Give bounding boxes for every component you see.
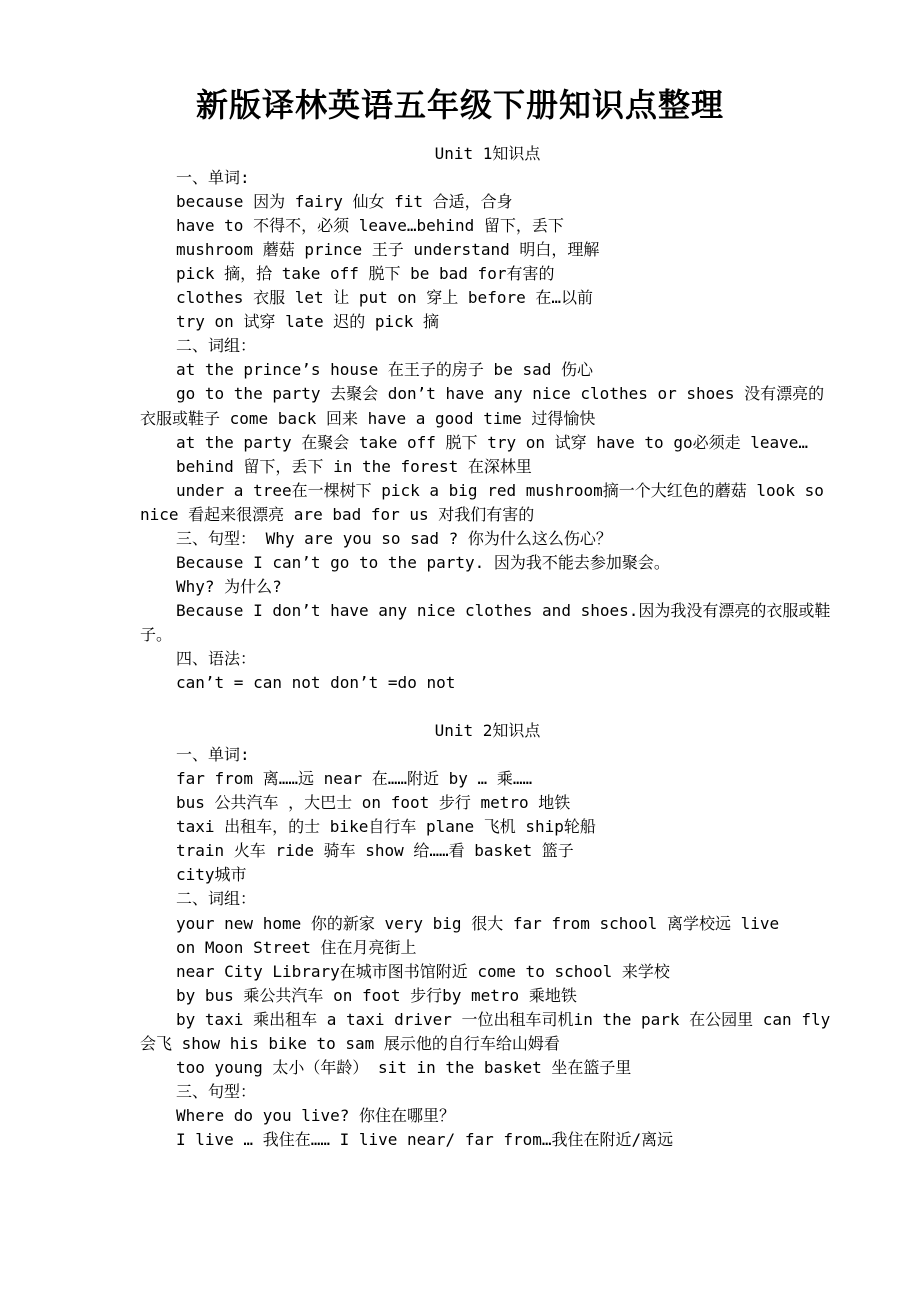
unit-1-heading: Unit 1知识点 [434, 144, 541, 163]
unit-1-vocab-line: mushroom 蘑菇 prince 王子 understand 明白，理解 [176, 240, 600, 260]
unit-1-phrase-line: behind 留下，丢下 in the forest 在深林里 [176, 456, 532, 476]
document-title: 新版译林英语五年级下册知识点整理 [195, 86, 724, 124]
unit-2-pattern-heading: 三、句型： [176, 1081, 257, 1101]
unit-1-grammar-heading: 四、语法： [176, 648, 257, 668]
unit-1-phrase-line: under a tree在一棵树下 pick a big red mushroom摘一个大红色的蘑菇 look so nice 看起来很漂亮 are bad for us 对我们有害的 [140, 480, 824, 524]
unit-2-vocab-line: taxi 出租车，的士 bike自行车 plane 飞机 ship轮船 [176, 817, 596, 837]
unit-1-vocab-line: clothes 衣服 let 让 put on 穿上 before 在…以前 [176, 288, 593, 308]
unit-2-pattern-line: Where do you live? 你住在哪里？ [176, 1105, 456, 1125]
unit-1-pattern-line: Why? 为什么? [176, 576, 282, 596]
unit-1-pattern-line: Because I don’t have any nice clothes and shoes.因为我没有漂亮的衣服或鞋子。 [140, 600, 831, 644]
unit-2-vocab-line: far from 离……远 near 在……附近 by … 乘…… [176, 769, 533, 789]
unit-2-phrase-line: too young 太小（年龄） sit in the basket 坐在篮子里 [176, 1057, 632, 1077]
unit-2-phrase-line: by taxi 乘出租车 a taxi driver 一位出租车司机in the park 在公园里 can fly 会飞 show his bike to sam 展示他的自行车给山姆看 [140, 1009, 831, 1053]
unit-2-phrase-heading: 二、词组： [176, 889, 257, 909]
unit-2-vocab-heading: 一、单词: [176, 745, 250, 765]
unit-2-phrase-line: by bus 乘公共汽车 on foot 步行by metro 乘地铁 [176, 985, 577, 1005]
unit-1-pattern-heading: 三、句型： Why are you so sad ? 你为什么这么伤心？ [176, 528, 612, 548]
unit-1-vocab-line: because 因为 fairy 仙女 fit 合适，合身 [176, 192, 513, 212]
unit-1-phrase-line: at the party 在聚会 take off 脱下 try on 试穿 have to go必须走 leave… [176, 432, 809, 452]
unit-2-phrase-line: near City Library在城市图书馆附近 come to school 来学校 [176, 961, 670, 981]
unit-1-phrase-line: go to the party 去聚会 don’t have any nice clothes or shoes 没有漂亮的衣服或鞋子 come back 回来 have a good time 过得愉快 [140, 384, 825, 428]
unit-1-vocab-line: pick 摘，拾 take off 脱下 be bad for有害的 [176, 264, 555, 284]
unit-1-pattern-line: Because I can’t go to the party. 因为我不能去参加聚会。 [176, 552, 670, 572]
unit-2-phrase-line: on Moon Street 住在月亮街上 [176, 937, 417, 957]
unit-2-heading: Unit 2知识点 [434, 721, 541, 741]
unit-1-vocab-heading: 一、单词: [176, 168, 250, 188]
section-spacer [140, 695, 835, 719]
unit-1-grammar-line: can’t = can not don’t =do not [176, 673, 456, 693]
unit-1-phrase-heading: 二、词组： [176, 336, 257, 356]
document-body [140, 142, 835, 1152]
unit-1-vocab-line: have to 不得不，必须 leave…behind 留下，丢下 [176, 216, 564, 236]
unit-1-phrase-line: at the prince’s house 在王子的房子 be sad 伤心 [176, 360, 593, 380]
unit-2-vocab-line: train 火车 ride 骑车 show 给……看 basket 篮子 [176, 841, 574, 861]
unit-2-vocab-line: city城市 [176, 865, 247, 885]
unit-1-vocab-line: try on 试穿 late 迟的 pick 摘 [176, 312, 440, 332]
unit-2-phrase-line: your new home 你的新家 very big 很大 far from school 离学校远 live [176, 913, 780, 933]
unit-2-vocab-line: bus 公共汽车 ，大巴士 on foot 步行 metro 地铁 [176, 793, 571, 813]
unit-2-pattern-line: I live … 我住在…… I live near/ far from…我住在附近/离远 [176, 1129, 674, 1149]
